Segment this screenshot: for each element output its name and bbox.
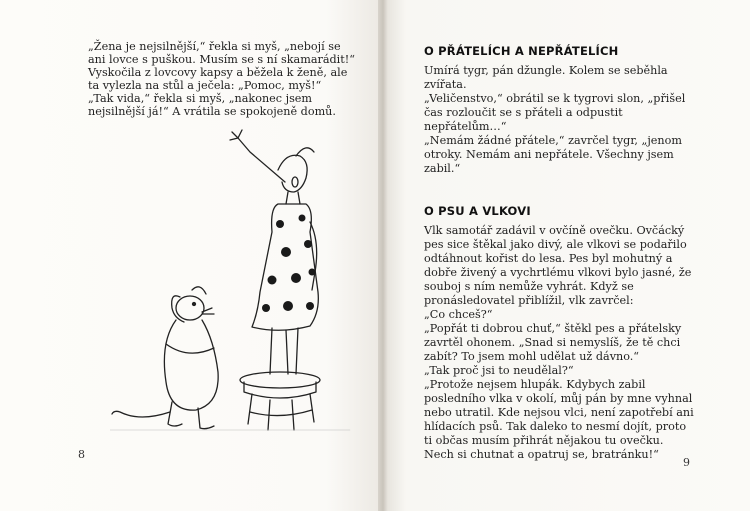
paragraph: „Tak vida,“ řekla si myš, „nakonec jsem nejsilnější já!“ A vrátila se spokojeně domů.	[88, 92, 336, 118]
left-page-number: 8	[78, 448, 85, 461]
section-text-dog-wolf	[424, 224, 696, 462]
section-heading: O PSU A VLKOVI	[424, 204, 531, 218]
section-heading: O PŘÁTELÍCH A NEPŘÁTELÍCH	[424, 44, 619, 58]
paragraph: „Co chceš?“	[424, 308, 493, 321]
paragraph: Umírá tygr, pán džungle. Kolem se seběhla zvířata.	[424, 64, 668, 91]
woman-and-mouse-illustration	[110, 112, 370, 442]
paragraph: „Žena je nejsilnější,“ řekla si myš, „nebojí se ani lovce s puškou. Musím se s ní skamarádit!“ Vyskočila z lovcovy kapsy a běžela k ženě, ale ta vylezla na stůl a ječela: „Pomoc, myš!“	[88, 40, 355, 92]
paragraph: Vlk samotář zadávil v ovčíně ovečku. Ovčácký pes sice štěkal jako divý, ale vlkovi se podařilo odtáhnout kořist do lesa. Pes byl mohutný a dobře živený a vychrtlému vlkovi bylo jasné, že souboj s ním nemůže vyhrát. Když se pronásledovatel přiblížil, vlk zavrčel:	[424, 224, 692, 307]
paragraph: „Popřát ti dobrou chuť,“ štěkl pes a přátelsky zavrtěl ohonem. „Snad si nemyslíš, že tě chci zabít? To jsem mohl udělat už dávno.“	[424, 322, 682, 363]
paragraph: „Tak proč jsi to neudělal?“	[424, 364, 574, 377]
right-page-number: 9	[683, 456, 690, 469]
paragraph: „Nemám žádné přátele,“ zavrčel tygr, „jenom otroky. Nemám ani nepřátele. Všechny jsem zabil.“	[424, 134, 682, 175]
paragraph: „Protože nejsem hlupák. Kdybych zabil posledního vlka v okolí, můj pán by mne vyhnal nebo utratil. Kde nejsou vlci, není zapotřebí ani hlídacích psů. Tak daleko to nesmí dojít, proto ti občas musím přihrát nějakou tu ovečku. Nech si chutnat a opatruj se, bratránku!“	[424, 378, 694, 461]
section-text-friends	[424, 64, 696, 176]
book-gutter	[378, 0, 388, 511]
left-page-text	[88, 40, 358, 118]
paragraph: „Veličenstvo,“ obrátil se k tygrovi slon, „přišel čas rozloučit se s přáteli a odpustit nepřátelům…“	[424, 92, 686, 133]
